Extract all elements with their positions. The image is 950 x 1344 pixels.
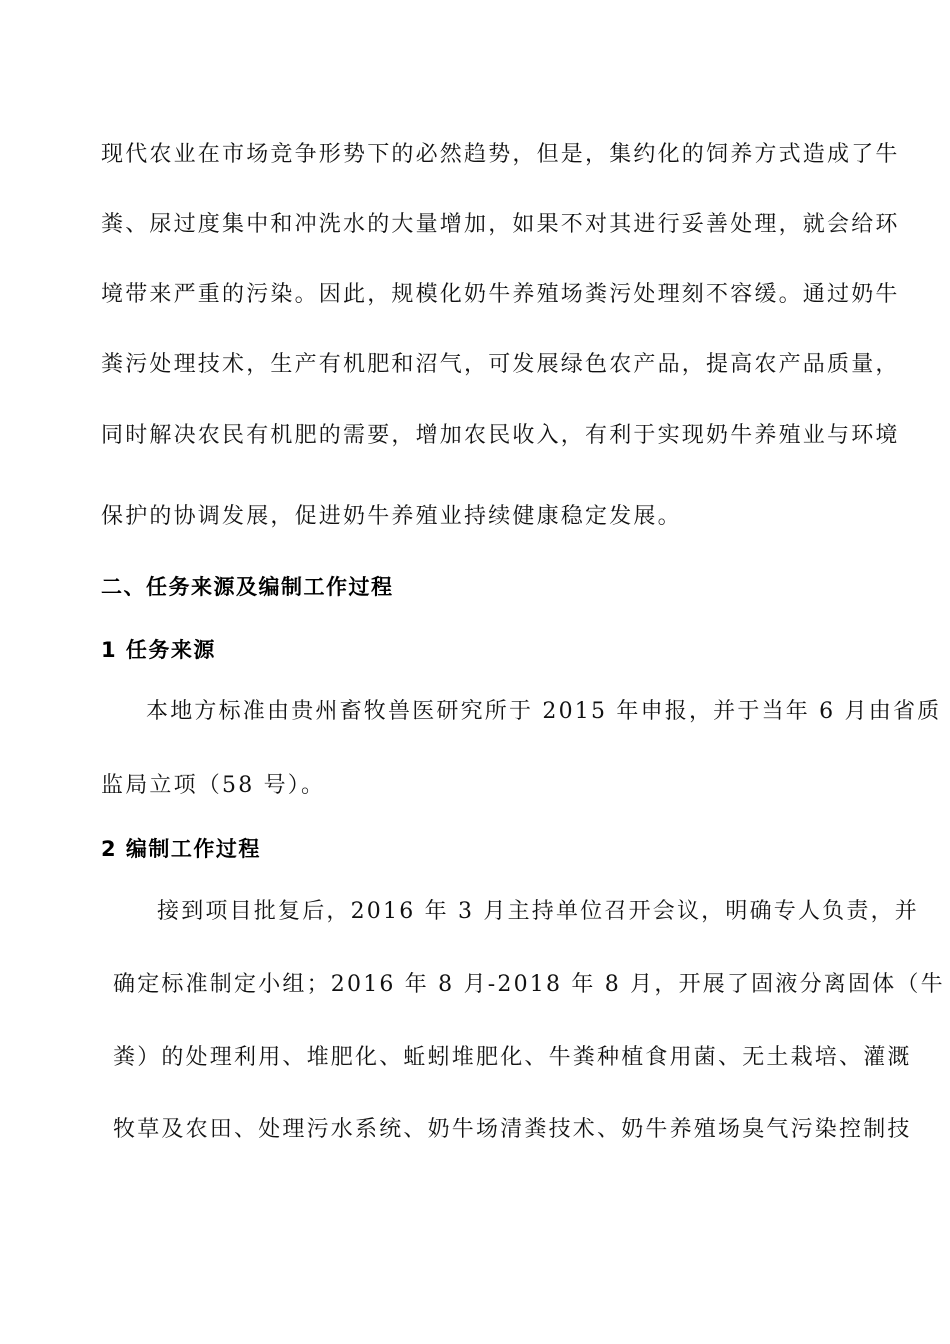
paragraph-line: 境带来严重的污染。因此，规模化奶牛养殖场粪污处理刻不容缓。通过奶牛 (101, 282, 900, 307)
paragraph-line: 保护的协调发展，促进奶牛养殖业持续健康稳定发展。 (101, 504, 682, 529)
paragraph-line: 确定标准制定小组；2016 年 8 月-2018 年 8 月，开展了固液分离固体（牛 (113, 972, 945, 997)
paragraph-line: 接到项目批复后，2016 年 3 月主持单位召开会议，明确专人负责，并 (157, 899, 919, 924)
paragraph-line: 粪污处理技术，生产有机肥和沼气，可发展绿色农产品，提高农产品质量， (101, 352, 900, 377)
subsection-heading-task-source: 1 任务来源 (101, 638, 216, 662)
subsection-heading-work-process: 2 编制工作过程 (101, 837, 261, 861)
paragraph-line: 粪、尿过度集中和冲洗水的大量增加，如果不对其进行妥善处理，就会给环 (101, 212, 900, 237)
paragraph-line: 牧草及农田、处理污水系统、奶牛场清粪技术、奶牛养殖场臭气污染控制技 (113, 1117, 912, 1142)
paragraph-line: 监局立项（58 号）。 (101, 773, 326, 798)
section-heading: 二、任务来源及编制工作过程 (101, 575, 394, 599)
paragraph-line: 粪）的处理利用、堆肥化、蚯蚓堆肥化、牛粪种植食用菌、无土栽培、灌溉 (113, 1045, 912, 1070)
paragraph-line: 同时解决农民有机肥的需要，增加农民收入，有利于实现奶牛养殖业与环境 (101, 423, 900, 448)
paragraph-line: 本地方标准由贵州畜牧兽医研究所于 2015 年申报，并于当年 6 月由省质 (146, 699, 942, 724)
paragraph-line: 现代农业在市场竞争形势下的必然趋势，但是，集约化的饲养方式造成了牛 (101, 142, 900, 167)
